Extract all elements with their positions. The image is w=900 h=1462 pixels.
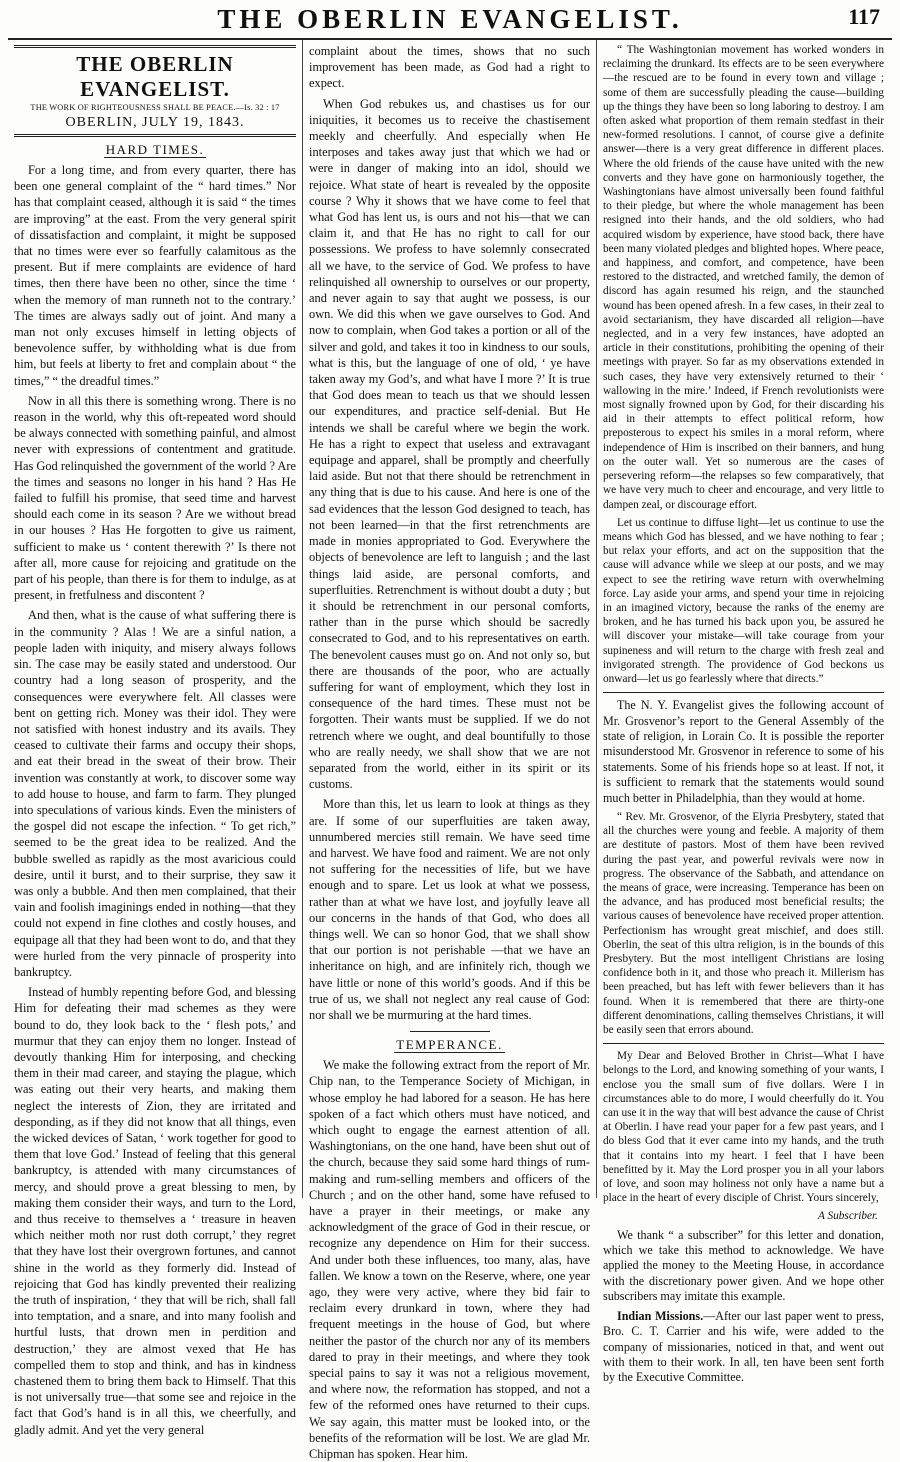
section-divider — [410, 1031, 490, 1032]
missions-lead: Indian Missions. — [617, 1308, 704, 1323]
missions-paragraph — [603, 1309, 884, 1386]
paragraph: For a long time, and from every quarter, there has been one general complaint of the “ hard times.” Nor has that complaint ceased, although it is said “ the times are improving” at the east. From the very general spirit of dissatisfaction and complaint, it might be supposed that no times were ever so fearfully calamitous as the present. But if mere complaints are evidence of hard times, then there have been no other, since the time ‘ when the memory of man runneth not to the contrary.’ The times are always sadly out of joint. And many a man not only excuses himself in letting objects of benevolence suffer, by withholding what is due from him, but feels at liberty to fret and complain about “ the times,” “ the dreadful times.” — [14, 163, 296, 388]
missions-text: —After our last paper went to press, Bro. C. T. Carrier and his wife, were added to the company of missionaries, noticed in that, and went out with them to their work. In all, ten have been sent forth by the Executive Committee. — [603, 1308, 884, 1385]
paragraph: We thank “ a subscriber” for this letter and donation, which we take this method to acknowledge. We have applied the money to the Meeting House, in accordance with the discretionary power given. And we hope other subscribers may imitate this example. — [603, 1227, 884, 1304]
column-1 — [8, 40, 302, 1437]
quoted-paragraph: “ Rev. Mr. Grosvenor, of the Elyria Presbytery, stated that all the churches were young and feeble. A majority of them are destitute of pastors. Most of them have been revived during the past year, and powerful revivals were now in progress. The observance of the Sabbath, and attendance on the means of grace, were increasing. Temperance has been on the advance, and has produced most beneficial results; the various causes of benevolence have received proper attention. Perfectionism has wrought great mischief, and does still. Oberlin, the seat of this ultra religion, is in the bounds of this Presbytery. But the most intelligent Christians are losing confidence both in it, and those who preach it. Millerism has been preached, but has left with fewer believers than it has found. When it is remembered that there are thirty-one different denominations, calling themselves Christians, it will be easily seen that errors abound. — [603, 810, 884, 1037]
dateline: OBERLIN, JULY 19, 1843. — [14, 115, 296, 137]
letter-paragraph: My Dear and Beloved Brother in Christ—What I have belongs to the Lord, and knowing something of your wants, I enclose you the small sum of five dollars. Were I in circumstances able to do more, I would cheerfully do it. You can use it in the way that will best advance the cause of Christ at Oberlin. I have read your paper for a few past years, and I do bless God that it ever came into my hands, and the truth that it contains into my heart. I feel that I have been benefitted by it. May the Lord prosper you in all your labors of love, and soon may holiness not only have a name but a place in the heart of every disciple of Christ. Yours sincerely, — [603, 1050, 884, 1205]
paragraph: And then, what is the cause of what suffering there is in the community ? Alas ! We are a sinful nation, a people laden with iniquity, and misery always follows sin. The case may be easily stated and understood. Our country had a long season of prosperity, and the consequences were everywhere felt. All classes were bent on getting rich. Money was their idol. They were not satisfied with honest industry and its avails. They ceased to cultivate their farms and occupy their shops, and eat their bread in the sweat of their brow. Their invention was constantly at work, to discover some way to add house to house, and farm to farm. They plunged into speculations of various kinds. Even the ministers of the gospel did not escape the infection. “ To get rich,” seemed to be the great idea to be realized. And the bubble swelled as rapidly as the most avaricious could desire, until it burst, and to their surprise, they saw it was only a bubble. And then men complained, that their vain and foolish imaginings ended in nothing—that they could not expend in fine clothes and costly houses, and equipage all that they had been wont to do, and that they were hurled from the very pinnacle of prosperity into bankruptcy. — [14, 608, 296, 979]
column-3 — [596, 40, 890, 1385]
page-number: 117 — [848, 4, 880, 29]
paragraph: The N. Y. Evangelist gives the following account of Mr. Grosvenor’s report to the General Assembly of the state of religion, in Lorain Co. It is possible the reporter misunderstood Mr. Grosvenor in reference to some of his statements. Some of his friends hope so at least. If not, it is sufficient to remark that the statements would sound much better in Philadelphia, than they would at home. — [603, 698, 884, 805]
paragraph: Instead of humbly repenting before God, and blessing Him for defeating their mad schemes as they were bound to do, they look back to the ‘ flesh pots,’ and murmur that they can enjoy them no longer. Instead of devoutly thanking Him for interposing, and checking them in their mad career, and staying the plague, which was eating out their very hearts, and making them neglect the interests of Zion, they are irritated and desponding, as if they did not know that all things, even the wicked devices of Satan, ‘ work together for good to them that love God.’ Instead of feeling that this general bankruptcy, is attended with many circumstances of mercy, and should prove a great blessing to men, by making them consider their ways, and turn to the Lord, and thus receive to themselves a ‘ treasure in heaven which neither moth nor rust doth corrupt,’ they regret that they have lost their overgrown fortunes, and cannot shine in the world as they formerly did. Instead of rejoicing that God has kindly prevented their realizing the truth of inspiration, ‘ they that will be rich, shall fall into temptation, and a snare, and into many foolish and hurtful lusts, that drown men in perdition and destruction,’ they are almost vexed that He has compelled them to stop and think, and has in kindness chastened them to bring them back to Himself. That this is not universally true—that some see and rejoice in the fact that God’s hand is in all this, we cheerfully, and gladly admit. And yet the very general — [14, 985, 296, 1437]
section-divider — [603, 1043, 884, 1044]
section-divider — [603, 692, 884, 693]
masthead-title: THE OBERLIN EVANGELIST. — [217, 3, 683, 34]
columns — [8, 40, 892, 1462]
paper-motto: THE WORK OF RIGHTEOUSNESS SHALL BE PEACE.—Is. 32 : 17 — [30, 103, 280, 112]
quoted-paragraph: “ The Washingtonian movement has worked wonders in reclaiming the drunkard. Its effects are to be seen everywhere—the rescued are to be found in every town and village ; some of them are successfully pleading the cause—building up the things they have been so long laboring to destroy. I am often asked what proportion of them remain stedfast in their new-formed resolutions. I cannot, of course give a definite answer—there is a very great difference in different places. Where the old friends of the cause have united with the new converts and they have gone on harmoniously together, the Washingtonians have almost universally been found faithful to their pledge, but where the whole management has been resigned into their hands, and the old soldiers, who had acquired wisdom by experience, have stood back, there have been many violated pledges and blighted hopes. Where peace, and happiness, and comfort, and competence, have been restored to the distracted, and wretched family, the demon of discord has again resumed his reign, and the staunched wound has been opened afresh. In a few cases, in their zeal to avoid sectarianism, they have discarded all religion—have neglected, and in a very few instances, have adopted an article in their constitutions, prohibiting the opening of their meetings with prayer. So far as my observations extended in such cases, they have very extensively returned to their ‘ wallowing in the mire.’ Indeed, if French revolutionists were most signally frowned upon by God, for their discarding his aid in their attempts to effect political reform, how preposterous to expect his smiles in a moral reform, where independence of Him is inscribed on their banners, and hung on the outer wall. Yet so numerous are the cases of persevering reform—the relapses so few comparatively, that we have very much to cheer and encourage, and very little to dampen zeal, or discourage effort. — [603, 44, 884, 511]
paragraph: Now in all this there is something wrong. There is no reason in the world, why this oft-repeated word should be always connected with something painful, and almost never with expressions of contentment and gratitude. Has God relinquished the government of the world ? Are the times and seasons no longer in his hand ? Has He failed to fulfill his promise, that seed time and harvest should each come in its season ? Are we without bread in our houses ? Has He forgotten to give us raiment, sufficient to make us ‘ content therewith ?’ Is there not after all, more cause for rejoicing and gratitude on the part of his people, than there is for them to indulge, as at present, in fretfulness and discontent ? — [14, 393, 296, 603]
letter-signature: A Subscriber. — [817, 1210, 878, 1223]
paragraph: complaint about the times, shows that no such improvement has been made, as God had a right to expect. — [309, 44, 590, 91]
article-heading-temperance: TEMPERANCE. — [396, 1037, 503, 1053]
paper-name: THE OBERLIN EVANGELIST. — [14, 45, 296, 102]
masthead — [8, 0, 892, 40]
paragraph: When God rebukes us, and chastises us for our iniquities, it becomes us to receive the chastisement meekly and cheerfully. And especially when He interposes and takes away just that which we had or were in danger of making into an idol, should we rejoice. What state of heart is revealed by the opposite course ? Why it shows that we have come to feel that what God has lent us, is ours and not his—that we can claim it, and that He has no right to call for our possessions. We profess to have solemnly consecrated all we have, to the service of God. We profess to have relinquished all ownership to ourselves or our property, and never again to say that aught we possess, is our own. We did this when we gave ourselves to God. And now to complain, when God takes a portion or all of the silver and gold, and takes it too in kindness to our souls, what is this, but the language of one of old, ‘ ye have taken away my God’s, and what have I more ?’ It is true that God does mean to teach us that we should lessen our expenditures, and practice self-denial. But He intends we shall be careful where we begin the work. He has a right to expect that useless and extravagant equipage and apparel, shall be promptly and cheerfully laid aside. But not that there should be retrenchment in any thing that is due to his cause. And here is one of the sad evidences that the lesson God designed to teach, has not been learned—in that the first retrenchments are made in monies appropriated to God. Everywhere the objects of benevolence are left to languish ; and the last things laid aside, are personal comforts, and superfluities. Retrenchment is without doubt a duty ; but it should be retrenchment in our personal comforts, rather than in the purse which should be sacredly consecrated to God, and to his representatives on earth. The benevolent causes must go on. And not only so, but there are thousands of the poor, who are actually suffering for want of employment, which they lost in consequence of the hard times. These must not be forgotten. Their wants must be supplied. If we do not retrench where we ought, and deal bountifully to those who are really needy, we shall show that we are not separated from the world, either in its spirit or its customs. — [309, 96, 590, 792]
paragraph: We make the following extract from the report of Mr. Chip nan, to the Temperance Society of Michigan, in whose employ he had labored for a season. He has here spoken of a fact which others must have noticed, and which ought to engage the earnest attention of all. Washingtonians, on the one hand, have been shut out of the church, because they said some hard things of rum-making and rum-selling members and officers of the Church ; and on the other hand, some have refused to have a prayer in their meetings, or make any acknowledgment of the grace of God in their rescue, or recognize any dependence on Him for their success. And under both these influences, too many, alas, have fallen. We know a town on the Reserve, where, one year ago, they were very active, where they bid fair to reclaim every drunkard in town, where they had frequent meetings in the house of God, but where neither the pastor of the church nor any of its members dared to pray in their meetings, and where they took special pains to say it was not a religious movement, and where now, the reformation has stopped, and not a few of the reformed ones have returned to their cups. We say again, this matter must be looked into, or the benefits of the reformation will be lost. We are glad Mr. Chipman has spoken. Hear him. — [309, 1058, 590, 1462]
column-2 — [302, 40, 596, 1462]
paragraph: More than this, let us learn to look at things as they are. If some of our superfluities are taken away, unnumbered mercies still remain. We have seed time and harvest. We have food and raiment. We are not only not suffering for the necessities of life, but we have enough and to spare. Let us look at what we possess, rather than at what we have lost, and joyfully leave all our concerns in the hands of that God, who does all things well. We can so honor God, that we shall show that our portion is not perishable —that we have an inheritance on high, and are infinitely rich, though we have little or none of this world’s goods. And if this be true of us, we shall not neglect any real cause of God: nor shall we be murmuring at the hard times. — [309, 797, 590, 1022]
article-heading-hard-times: HARD TIMES. — [105, 142, 205, 157]
quoted-paragraph: Let us continue to diffuse light—let us continue to use the means which God has blessed, and we have nothing to fear ; but relax your efforts, and act on the supposition that the cause will advance while we sleep at our posts, and we may expect to see the retiring wave return with overwhelming force. Lay aside your arms, and spend your time in rejoicing in an imagined victory, because the ranks of the enemy are broken, and he has turned his back upon you, be assured he will discover your mistake—will take courage from your supineness and will return to the charge with fresh zeal and invigorated strength. The providence of God beckons us onward—let us go fearlessly where that directs.” — [603, 516, 884, 685]
